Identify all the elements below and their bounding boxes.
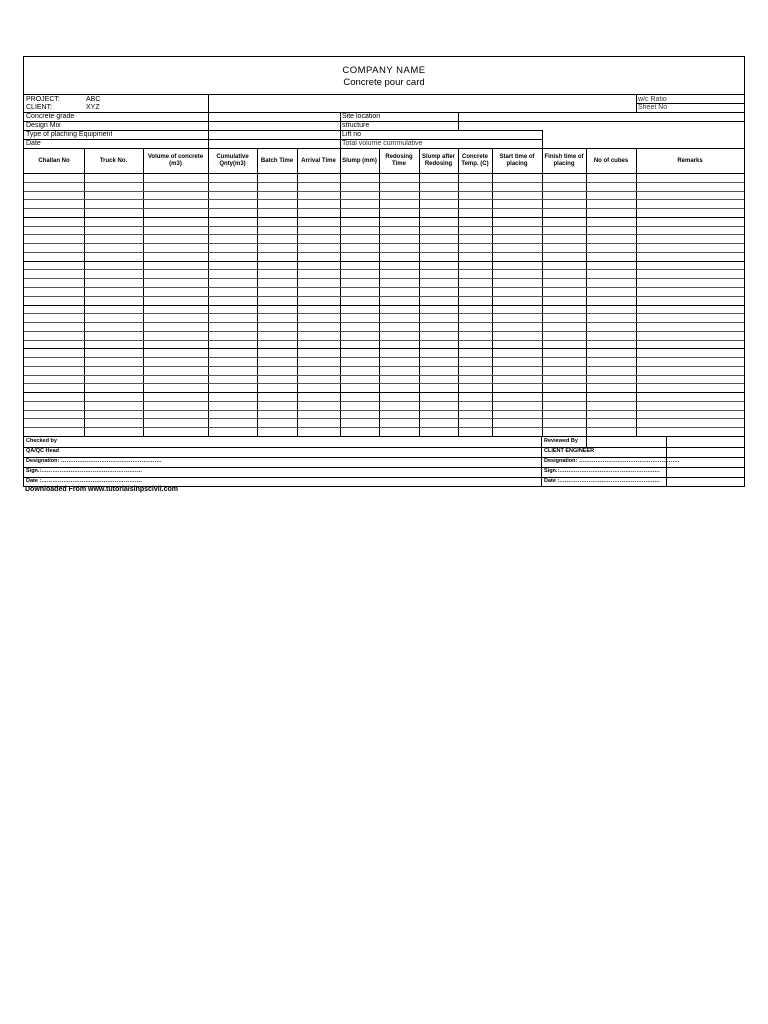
table-row: [24, 418, 744, 419]
date-label: Date: [26, 140, 41, 147]
title-block: [24, 57, 744, 95]
placing-equipment-label: Type of plaching Equipment: [26, 131, 113, 138]
company-name: COMPANY NAME: [342, 65, 426, 76]
column-header: Remarks: [677, 157, 703, 164]
structure-label: structure: [342, 122, 370, 129]
column-header: Arrival Time: [301, 157, 336, 164]
table-row: [24, 243, 744, 244]
table-row: [24, 191, 744, 192]
checked-by-label: Checked by: [26, 438, 57, 444]
site-location-label: Site location: [342, 113, 381, 120]
total-volume-label: Total volume cummulative: [342, 140, 423, 147]
table-row: [24, 357, 744, 358]
designation-right: Designation: ……………………………………………….: [544, 458, 680, 464]
column-header: Slump (mm): [342, 157, 377, 164]
table-row: [24, 217, 744, 218]
table-row: [24, 182, 744, 183]
table-row: [24, 322, 744, 323]
table-row: [24, 401, 744, 402]
table-row: [24, 287, 744, 288]
column-header: Truck No.: [99, 157, 128, 164]
table-row: [24, 296, 744, 297]
table-row: [24, 234, 744, 235]
column-header: Start time of placing: [499, 154, 535, 167]
qa-head-label: QA/QC Head: [26, 448, 60, 454]
concrete-grade-label: Concrete grade: [26, 113, 75, 120]
lift-no-label: Lift no: [342, 131, 362, 138]
concrete-pour-card: [23, 56, 745, 487]
wc-ratio-label: w/c Ratio: [638, 96, 667, 103]
table-row: [24, 366, 744, 367]
table-row: [24, 208, 744, 209]
form-title: Concrete pour card: [343, 77, 425, 88]
date-right: Date :……………………………………………….: [544, 478, 660, 484]
column-header: Finish time of placing: [544, 154, 584, 167]
project-value: ABC: [86, 96, 101, 103]
table-row: [24, 383, 744, 384]
table-row: [24, 226, 744, 227]
table-row: [24, 269, 744, 270]
table-row: [24, 278, 744, 279]
client-value: XYZ: [86, 104, 100, 111]
column-header: Slump after Redosing: [421, 154, 455, 167]
reviewed-by-label: Reviewed By: [544, 438, 578, 444]
table-row: [24, 348, 744, 349]
table-row: [24, 313, 744, 314]
download-credit: Downloaded From www.tutorialsinpscivil.com: [25, 486, 178, 493]
table-row: [24, 392, 744, 393]
sign-right: Sign.:……………………………………………….: [544, 468, 660, 474]
column-header: No of cubes: [593, 157, 629, 164]
sign-left: Sign.:……………………………………………….: [26, 468, 142, 474]
column-header: Redosing Time: [385, 154, 413, 167]
table-row: [24, 340, 744, 341]
column-header: Cumulative Qnty(m3): [216, 154, 249, 167]
table-row: [24, 252, 744, 253]
column-header: Challan No: [38, 157, 70, 164]
table-row: [24, 410, 744, 411]
column-header: Batch Time: [260, 157, 294, 164]
design-mix-label: Design Mix: [26, 122, 61, 129]
table-row: [24, 427, 744, 428]
client-label: CLIENT:: [26, 104, 53, 111]
project-label: PROJECT:: [26, 96, 60, 103]
table-row: [24, 331, 744, 332]
table-row: [24, 199, 744, 200]
sheet-no-label: Sheet No: [638, 104, 668, 111]
table-row: [24, 305, 744, 306]
column-header: Concrete Temp. (C): [461, 154, 489, 167]
column-header: Volume of concrete (m3): [147, 154, 204, 167]
table-row: [24, 375, 744, 376]
table-row: [24, 261, 744, 262]
client-engineer-label: CLIENT ENGINEER: [544, 448, 595, 454]
designation-left: Designation: ……………………………………………….: [26, 458, 162, 464]
date-left: Date :……………………………………………….: [26, 478, 142, 484]
